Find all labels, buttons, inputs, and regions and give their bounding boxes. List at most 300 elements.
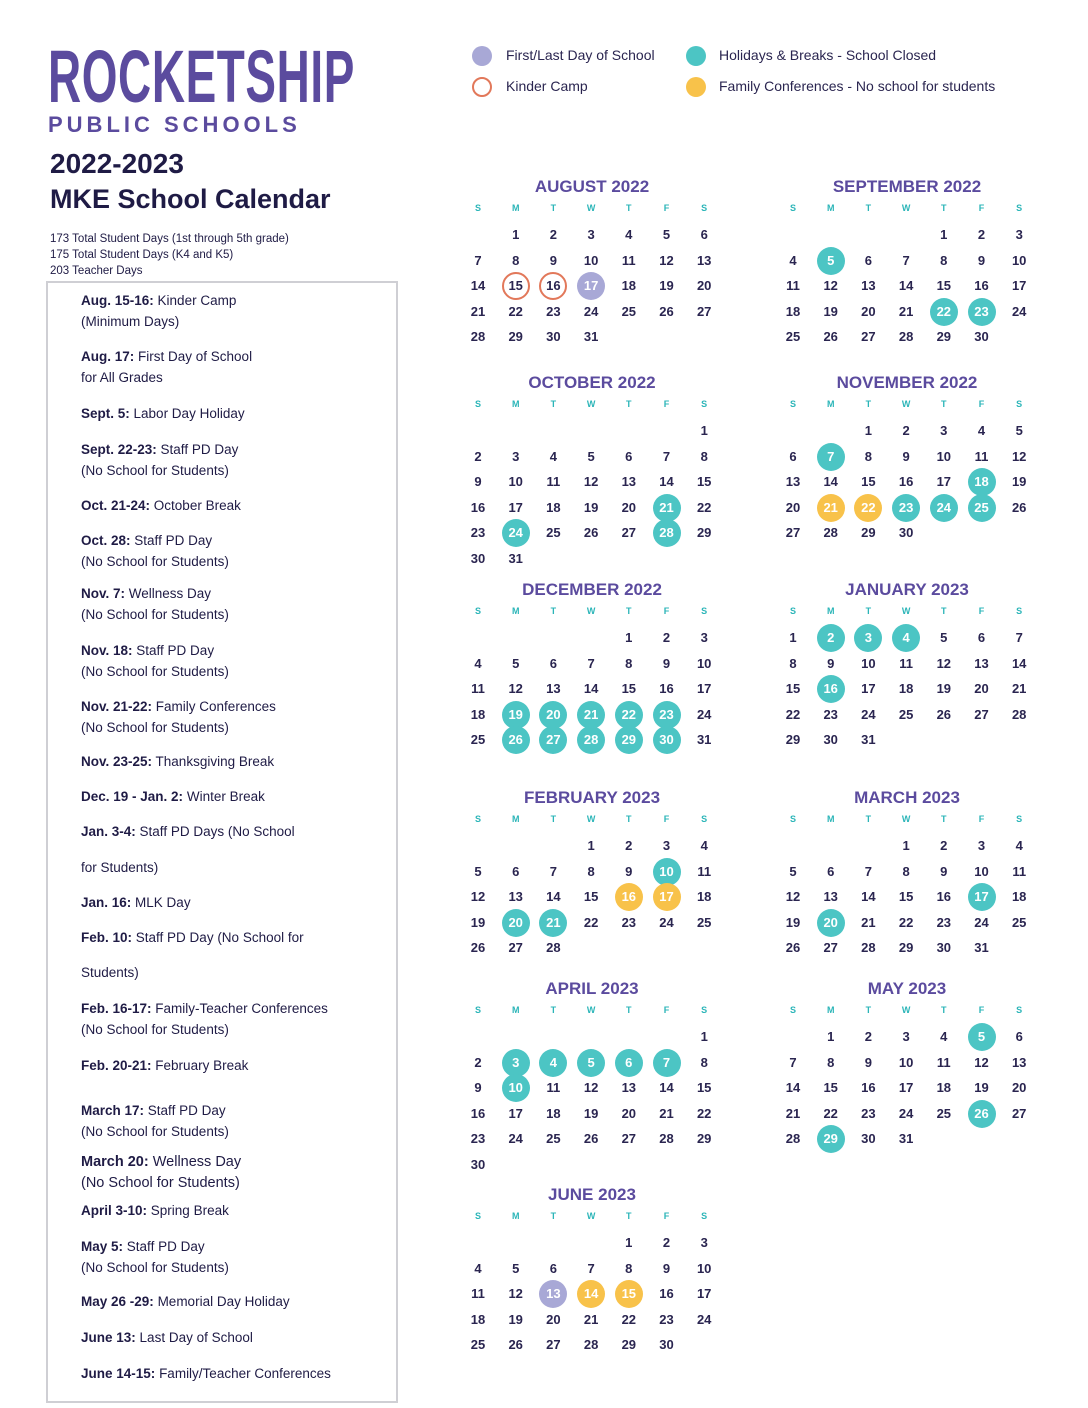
calendar-day: 30 (936, 940, 952, 955)
weekday-label: T (941, 203, 947, 213)
calendar-day: 17 (508, 499, 523, 515)
calendar-day: 10 (696, 1260, 712, 1276)
calendar-day: 8 (512, 252, 520, 268)
calendar-day: 24 (861, 706, 876, 722)
calendar-day: 28 (546, 940, 561, 955)
legend-holidays-label: Holidays & Breaks - School Closed (719, 47, 937, 63)
calendar-day: 14 (861, 889, 876, 904)
calendar-day: 31 (974, 940, 989, 955)
event-text: Family-Teacher Conferences (155, 1001, 328, 1016)
calendar-day: 19 (936, 681, 952, 696)
calendar-day: 4 (625, 227, 633, 242)
calendar-day: 19 (785, 914, 801, 930)
event-item (81, 1363, 331, 1384)
calendar-day: 15 (621, 681, 637, 696)
calendar-day: 4 (892, 624, 920, 652)
weekday-label: T (865, 814, 872, 824)
calendar-day: 11 (621, 252, 636, 268)
calendar-day: 1 (864, 423, 872, 438)
calendar-day: 26 (502, 726, 530, 754)
calendar-day: 1 (700, 1029, 708, 1044)
calendar-day: 23 (659, 1311, 674, 1327)
calendar-day: 7 (817, 443, 845, 471)
event-date: Jan. 3-4: (81, 824, 136, 839)
calendar-day: 26 (823, 329, 838, 344)
calendar-day: 19 (974, 1080, 989, 1095)
calendar-day: 26 (659, 303, 674, 319)
calendar-day: 12 (1011, 448, 1027, 464)
event-date: May 26 -29: (81, 1294, 154, 1309)
weekday-label: S (1016, 606, 1023, 616)
calendar-day: 24 (659, 914, 674, 930)
calendar-day: 13 (974, 655, 989, 671)
calendar-day: 10 (508, 474, 523, 489)
calendar-day: 10 (936, 448, 952, 464)
calendar-day: 6 (625, 448, 633, 464)
calendar-day: 12 (823, 278, 838, 293)
calendar-day: 20 (546, 1311, 561, 1327)
calendar-day: 23 (861, 1105, 876, 1121)
calendar-day: 3 (512, 448, 520, 464)
calendar-day: 18 (470, 1311, 486, 1327)
calendar-day: 7 (653, 1049, 681, 1077)
calendar-day: 17 (577, 272, 605, 300)
weekday-label: S (701, 814, 708, 824)
event-date: May 5: (81, 1239, 124, 1254)
calendar-day: 11 (546, 474, 561, 489)
event-text: February Break (155, 1058, 249, 1073)
weekday-label: T (626, 1211, 632, 1221)
calendar-day: 20 (696, 278, 712, 293)
month-title: APRIL 2023 (545, 979, 639, 998)
weekday-label: M (511, 399, 520, 409)
event-text-line2: for All Grades (81, 370, 163, 385)
event-text: Staff PD Day (No School for (135, 930, 304, 945)
weekday-label: M (511, 606, 520, 616)
calendar-day: 8 (700, 448, 708, 464)
calendar-day: 9 (474, 474, 482, 489)
weekday-label: F (978, 606, 985, 616)
calendar-day: 7 (587, 1260, 595, 1276)
month-title: JANUARY 2023 (845, 580, 969, 599)
calendar-day: 9 (625, 863, 633, 879)
calendar-day: 10 (861, 655, 876, 671)
calendar-day: 5 (512, 1260, 520, 1276)
calendar-day: 2 (662, 1235, 671, 1250)
calendar-day: 2 (474, 1054, 482, 1070)
calendar-day: 24 (502, 519, 530, 547)
event-text: October Break (153, 498, 241, 513)
weekday-label: S (474, 1005, 481, 1015)
event-item (81, 821, 295, 842)
calendar-day: 23 (470, 1131, 486, 1146)
calendar-day: 7 (1015, 630, 1023, 645)
calendar-day: 5 (1015, 423, 1023, 438)
calendar-day: 6 (549, 655, 557, 671)
calendar-day: 19 (823, 303, 838, 319)
event-item (81, 751, 274, 772)
weekday-label: F (663, 203, 670, 213)
weekday-label: M (511, 1005, 520, 1015)
calendar-day: 1 (902, 838, 910, 853)
calendar-day: 24 (898, 1105, 914, 1121)
calendar-day: 26 (1011, 499, 1027, 515)
calendar-day: 9 (902, 448, 910, 464)
calendar-day: 7 (549, 863, 557, 879)
event-text: Staff PD Day (126, 1239, 205, 1254)
weekday-label: T (865, 1005, 872, 1015)
calendar-day: 20 (974, 681, 989, 696)
calendar-day: 30 (653, 726, 681, 754)
calendar-day: 26 (785, 940, 801, 955)
calendar-day: 22 (621, 1311, 637, 1327)
calendar-day: 15 (502, 272, 530, 300)
calendar-day: 12 (936, 655, 952, 671)
calendar-day: 23 (653, 701, 681, 729)
calendar-day: 17 (696, 681, 712, 696)
calendar-day: 5 (940, 630, 948, 645)
calendar-day: 16 (861, 1080, 876, 1095)
calendar-day: 31 (861, 732, 876, 747)
event-item (81, 583, 229, 625)
event-text-line2: (No School for Students) (81, 664, 229, 679)
calendar-day: 10 (696, 655, 712, 671)
calendar-day: 1 (827, 1029, 835, 1044)
calendar-day: 6 (615, 1049, 643, 1077)
weekday-label: T (626, 1005, 632, 1015)
calendar-day: 4 (539, 1049, 567, 1077)
calendar-day: 15 (583, 889, 599, 904)
calendar-day: 21 (817, 494, 845, 522)
stat-line: 175 Total Student Days (K4 and K5) (50, 249, 234, 261)
event-text: Wellness Day (152, 1154, 242, 1170)
calendar-day: 5 (577, 1049, 605, 1077)
event-item (81, 1055, 248, 1076)
calendar-day: 20 (621, 1105, 637, 1121)
weekday-label: M (511, 203, 520, 213)
month-title: MARCH 2023 (854, 788, 960, 807)
event-item (81, 530, 229, 572)
calendar-day: 9 (662, 1260, 671, 1276)
calendar-day: 10 (502, 1074, 530, 1102)
event-item (81, 1100, 229, 1142)
calendar-day: 30 (861, 1131, 876, 1146)
calendar-day: 18 (785, 303, 801, 319)
event-text: Students) (81, 965, 139, 980)
calendar-day: 21 (659, 1105, 674, 1121)
weekday-label: S (474, 399, 481, 409)
weekday-label: S (474, 203, 481, 213)
calendar-day: 11 (899, 655, 913, 671)
calendar-day: 21 (1011, 681, 1027, 696)
event-item (81, 495, 241, 516)
weekday-label: S (701, 399, 708, 409)
calendar-day: 27 (539, 726, 567, 754)
calendar-day: 3 (700, 1235, 708, 1250)
month-title: MAY 2023 (867, 979, 947, 998)
calendar-day: 31 (583, 329, 599, 344)
calendar-day: 27 (508, 940, 523, 955)
calendar-day: 28 (470, 329, 486, 344)
weekday-label: S (1016, 814, 1023, 824)
weekday-label: T (941, 1005, 947, 1015)
calendar-day: 25 (546, 1131, 561, 1146)
weekday-label: S (474, 1211, 481, 1221)
event-item (81, 1200, 229, 1221)
calendar-day: 17 (508, 1105, 523, 1121)
calendar-day: 18 (696, 889, 712, 904)
calendar-day: 4 (977, 423, 986, 438)
calendar-day: 13 (1011, 1054, 1027, 1070)
event-item (81, 892, 191, 913)
calendar-day: 25 (470, 732, 486, 747)
calendar-day: 11 (697, 863, 712, 879)
calendar-day: 23 (968, 298, 996, 326)
calendar-day: 22 (615, 701, 643, 729)
weekday-label: F (663, 399, 670, 409)
calendar-day: 10 (653, 858, 681, 886)
stat-line: 203 Teacher Days (50, 265, 143, 277)
calendar-day: 6 (827, 863, 835, 879)
calendar-day: 28 (861, 940, 876, 955)
calendar-day: 3 (854, 624, 882, 652)
stat-line: 173 Total Student Days (1st through 5th grade) (50, 233, 289, 245)
weekday-label: W (586, 814, 596, 824)
calendar-day: 28 (1011, 706, 1027, 722)
event-date: Feb. 16-17: (81, 1001, 152, 1016)
calendar-day: 21 (470, 303, 486, 319)
weekday-label: T (865, 606, 872, 616)
event-text-line2: (No School for Students) (81, 1260, 229, 1275)
calendar-day: 3 (902, 1029, 910, 1044)
calendar-day: 5 (474, 863, 482, 879)
calendar-day: 12 (583, 474, 599, 489)
event-text: Family Conferences (155, 699, 276, 714)
calendar-day: 24 (583, 303, 599, 319)
calendar-day: 27 (621, 525, 637, 540)
calendar-day: 10 (898, 1054, 914, 1070)
calendar-day: 20 (861, 303, 876, 319)
important-dates-list (46, 281, 398, 1403)
calendar-day: 10 (583, 252, 599, 268)
calendar-day: 27 (696, 303, 712, 319)
event-item (81, 962, 139, 983)
event-date: Oct. 21-24: (81, 498, 151, 513)
calendar-day: 28 (653, 519, 681, 547)
calendar-day: 7 (864, 863, 872, 879)
event-item (81, 640, 229, 682)
calendar-day: 7 (902, 252, 910, 268)
calendar-day: 17 (968, 883, 996, 911)
weekday-label: M (826, 606, 835, 616)
calendar-day: 1 (625, 630, 633, 645)
legend-kinder-label: Kinder Camp (506, 78, 588, 94)
calendar-day: 21 (577, 701, 605, 729)
calendar-day: 2 (817, 624, 845, 652)
event-date: March 20: (81, 1154, 149, 1170)
calendar-day: 15 (696, 474, 712, 489)
event-text-line2: (No School for Students) (81, 607, 229, 622)
calendar-day: 14 (785, 1080, 801, 1095)
calendar-day: 20 (539, 701, 567, 729)
calendar-day: 11 (471, 681, 485, 696)
weekday-label: T (550, 1005, 557, 1015)
calendar-day: 31 (696, 732, 712, 747)
calendar-day: 18 (546, 1105, 561, 1121)
calendar-day: 26 (470, 940, 486, 955)
calendar-day: 5 (817, 247, 845, 275)
calendar-day: 2 (625, 838, 633, 853)
calendar-day: 9 (827, 655, 835, 671)
event-item (81, 403, 245, 424)
event-text-line2: (No School for Students) (81, 720, 229, 735)
weekday-label: S (789, 203, 796, 213)
calendar-day: 28 (659, 1131, 674, 1146)
calendar-day: 12 (659, 252, 674, 268)
calendar-day: 30 (974, 329, 989, 344)
calendar-day: 3 (502, 1049, 530, 1077)
month-title: SEPTEMBER 2022 (832, 177, 982, 196)
calendar-day: 25 (696, 914, 712, 930)
calendar-day: 22 (508, 303, 523, 319)
calendar-day: 25 (546, 525, 561, 540)
weekday-label: F (978, 1005, 985, 1015)
calendar-day: 26 (583, 1131, 599, 1146)
calendar-day: 11 (786, 278, 800, 293)
calendar-day: 5 (968, 1023, 996, 1051)
calendar-day: 25 (785, 329, 801, 344)
calendar-day: 21 (583, 1311, 599, 1327)
calendar-day: 15 (823, 1080, 838, 1095)
event-text: Labor Day Holiday (133, 406, 245, 421)
event-date: Aug. 15-16: (81, 293, 154, 308)
event-text: MLK Day (135, 895, 191, 910)
weekday-label: T (550, 606, 557, 616)
month-title: DECEMBER 2022 (522, 580, 662, 599)
calendar-day: 11 (471, 1286, 485, 1301)
event-date: Nov. 7: (81, 586, 126, 601)
calendar-day: 20 (621, 499, 637, 515)
calendar-day: 15 (898, 889, 914, 904)
weekday-label: W (901, 814, 911, 824)
calendar-day: 4 (700, 838, 708, 853)
weekday-label: S (474, 606, 481, 616)
weekday-label: S (701, 1005, 708, 1015)
calendar-day: 1 (940, 227, 948, 242)
calendar-day: 18 (1011, 889, 1027, 904)
calendar-day: 24 (930, 494, 958, 522)
calendar-day: 7 (662, 448, 671, 464)
calendar-day: 13 (696, 252, 712, 268)
calendar-day: 12 (974, 1054, 989, 1070)
calendar-day: 2 (474, 448, 482, 464)
calendar-day: 3 (700, 630, 708, 645)
calendar-day: 11 (974, 448, 989, 464)
calendar-day: 17 (936, 474, 952, 489)
weekday-label: S (701, 606, 708, 616)
calendar-day: 16 (659, 681, 674, 696)
calendar-day: 18 (936, 1080, 952, 1095)
calendar-title: MKE School Calendar (50, 184, 331, 214)
calendar-day: 8 (625, 1260, 633, 1276)
event-text: Thanksgiving Break (155, 754, 275, 769)
calendar-day: 14 (898, 278, 914, 293)
calendar-day: 4 (940, 1029, 948, 1044)
weekday-label: W (586, 1005, 596, 1015)
calendar-day: 8 (587, 863, 595, 879)
calendar-day: 7 (474, 252, 482, 268)
weekday-label: S (701, 203, 708, 213)
calendar-day: 6 (977, 630, 986, 645)
weekday-label: F (663, 814, 670, 824)
logo-wordmark: ROCKETSHIP (48, 35, 355, 118)
calendar-day: 2 (864, 1029, 872, 1044)
weekday-label: S (789, 814, 796, 824)
event-text: Memorial Day Holiday (157, 1294, 290, 1309)
calendar-day: 13 (546, 681, 561, 696)
event-text: Staff PD Day (136, 643, 215, 658)
calendar-day: 27 (785, 525, 801, 540)
weekday-label: W (586, 1211, 596, 1221)
weekday-label: T (626, 814, 632, 824)
calendar-day: 8 (700, 1054, 708, 1070)
calendar-day: 17 (653, 883, 681, 911)
month-title: FEBRUARY 2023 (523, 788, 661, 807)
calendar-day: 13 (621, 474, 637, 489)
calendar-day: 26 (508, 1337, 523, 1352)
calendar-day: 31 (508, 550, 523, 566)
calendar-day: 17 (898, 1080, 914, 1095)
calendar-day: 25 (898, 706, 914, 722)
weekday-label: W (901, 399, 911, 409)
calendar-day: 13 (539, 1280, 567, 1308)
event-date: Feb. 10: (81, 930, 133, 945)
calendar-day: 17 (1011, 278, 1027, 293)
calendar-day: 27 (861, 329, 876, 344)
calendar-day: 5 (789, 863, 797, 879)
conferences-swatch (686, 77, 706, 97)
calendar-day: 3 (1015, 227, 1023, 242)
event-text: Staff PD Day (147, 1103, 226, 1118)
weekday-label: T (941, 606, 947, 616)
event-date: Sept. 5: (81, 406, 130, 421)
calendar-day: 15 (936, 278, 952, 293)
calendar-day: 27 (1011, 1105, 1027, 1121)
calendar-day: 3 (662, 838, 671, 853)
weekday-label: F (978, 814, 985, 824)
weekday-label: T (941, 399, 947, 409)
calendar-day: 14 (1011, 655, 1027, 671)
calendar-day: 1 (512, 227, 520, 242)
holidays-swatch (686, 46, 706, 66)
calendar-day: 30 (659, 1337, 674, 1352)
weekday-label: T (941, 814, 947, 824)
calendar-day: 5 (662, 227, 671, 242)
weekday-label: W (586, 203, 596, 213)
calendar-day: 21 (653, 494, 681, 522)
weekday-label: T (550, 203, 557, 213)
calendar-day: 9 (977, 252, 986, 268)
weekday-label: M (826, 1005, 835, 1015)
weekday-label: W (586, 606, 596, 616)
calendar-day: 16 (615, 883, 643, 911)
calendar-day: 17 (696, 1286, 712, 1301)
weekday-label: S (1016, 1005, 1023, 1015)
event-date: Sept. 22-23: (81, 442, 157, 457)
calendar-day: 29 (508, 329, 523, 344)
weekday-label: T (626, 399, 632, 409)
calendar-day: 13 (785, 474, 801, 489)
